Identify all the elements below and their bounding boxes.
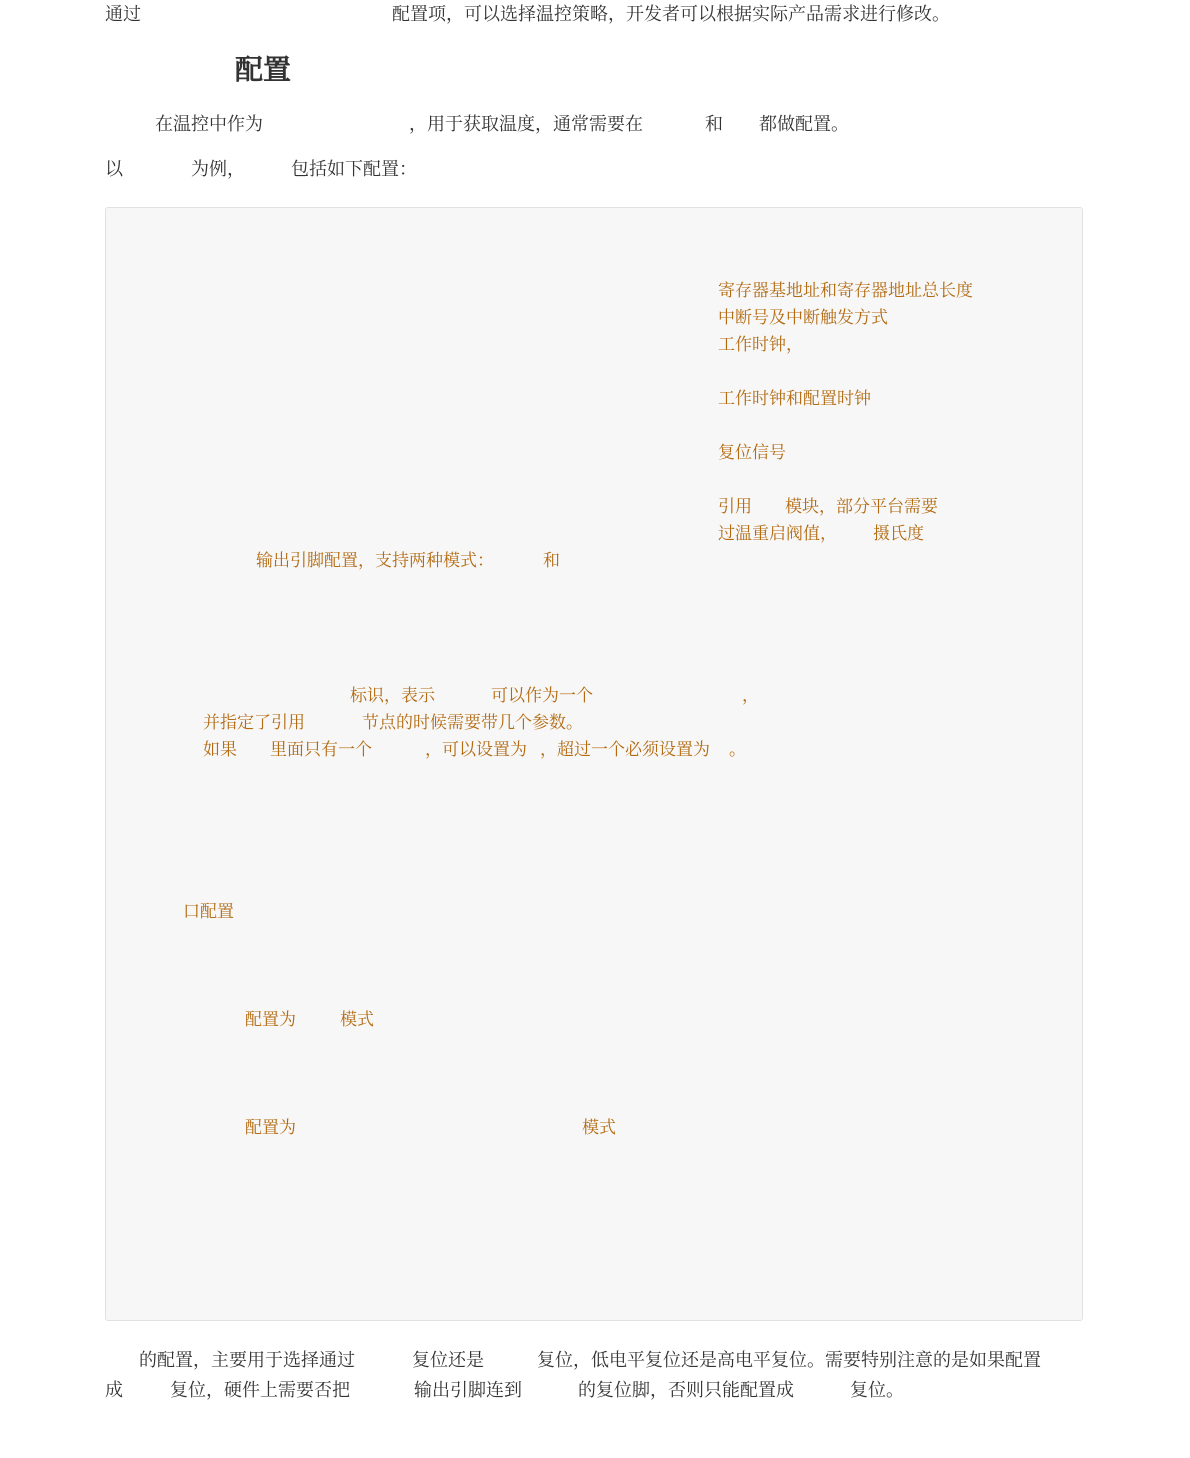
code-comment: 模式 — [582, 1118, 616, 1138]
para2-text-4: 都做配置。 — [759, 114, 849, 135]
para3-text-1: 以 — [105, 159, 123, 180]
code-comment: 。 — [729, 740, 746, 760]
code-comment: 工作时钟和配置时钟 — [718, 389, 871, 409]
code-comment: 配置为 — [245, 1010, 296, 1030]
section-heading: 配置 — [235, 53, 292, 86]
code-comment: 口配置 — [183, 902, 234, 922]
intro-text-2: 配置项，可以选择温控策略，开发者可以根据实际产品需求进行修改。 — [392, 4, 950, 25]
footer-text: 复位还是 — [412, 1350, 484, 1371]
code-comment: 复位信号 — [718, 443, 786, 463]
footer-text: 复位。 — [850, 1380, 904, 1401]
code-comment: 过温重启阀值， — [718, 524, 837, 544]
footer-text: 的复位脚，否则只能配置成 — [578, 1380, 794, 1401]
footer-text: 成 — [105, 1380, 123, 1401]
code-block — [105, 207, 1083, 1321]
footer-text: 输出引脚连到 — [414, 1380, 522, 1401]
para3-text-2: 为例， — [191, 159, 245, 180]
code-comment: 中断号及中断触发方式 — [718, 308, 888, 328]
code-comment: 里面只有一个 — [270, 740, 372, 760]
para2-text-1: 在温控中作为 — [155, 114, 263, 135]
code-comment: 配置为 — [245, 1118, 296, 1138]
footer-text: 复位，低电平复位还是高电平复位。需要特别注意的是如果配置 — [537, 1350, 1041, 1371]
para2-text-3: 和 — [705, 114, 723, 135]
code-comment: 输出引脚配置，支持两种模式： — [256, 551, 494, 571]
footer-text: 复位，硬件上需要否把 — [170, 1380, 350, 1401]
code-comment: 和 — [543, 551, 560, 571]
code-comment: ，超过一个必须设置为 — [540, 740, 710, 760]
code-comment: 并指定了引用 — [203, 713, 305, 733]
para2-text-2: ，用于获取温度，通常需要在 — [409, 114, 643, 135]
footer-text: 的配置，主要用于选择通过 — [139, 1350, 355, 1371]
code-comment: 标识，表示 — [350, 686, 435, 706]
code-comment: 如果 — [203, 740, 237, 760]
code-comment: 模式 — [340, 1010, 374, 1030]
code-comment: ， — [742, 686, 759, 706]
code-comment: 引用 — [718, 497, 752, 517]
code-comment: 摄氏度 — [873, 524, 924, 544]
code-comment: 模块，部分平台需要 — [785, 497, 938, 517]
code-comment: 节点的时候需要带几个参数。 — [362, 713, 583, 733]
code-comment: 工作时钟， — [718, 335, 803, 355]
code-comment: 寄存器基地址和寄存器地址总长度 — [718, 281, 973, 301]
intro-text-1: 通过 — [105, 4, 141, 25]
code-comment: 可以作为一个 — [491, 686, 593, 706]
code-comment: ，可以设置为 — [425, 740, 527, 760]
para3-text-3: 包括如下配置： — [291, 159, 417, 180]
